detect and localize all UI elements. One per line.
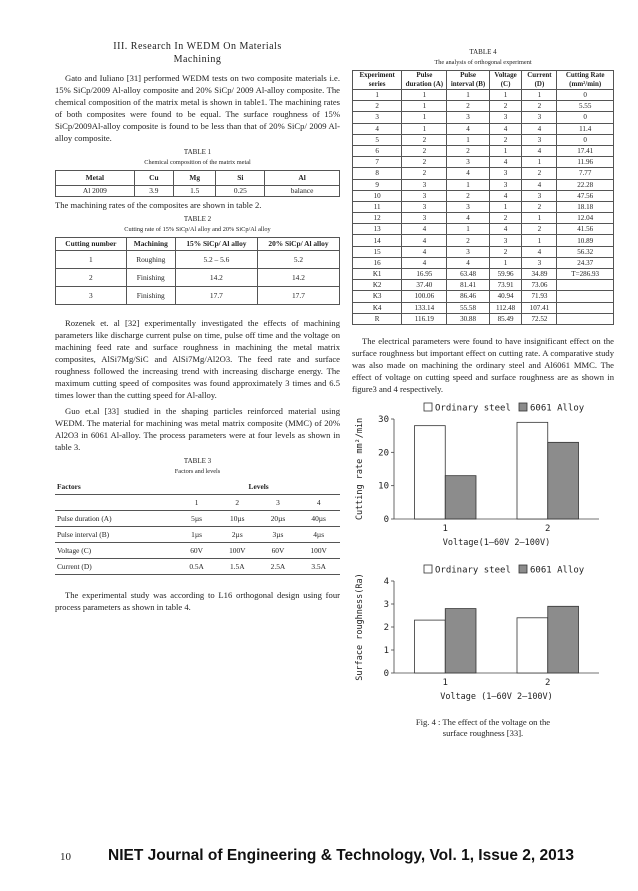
table4-cell: 22.28: [557, 179, 614, 190]
table3-level-header-row: [55, 495, 340, 511]
table3-cell: 100V: [216, 543, 259, 559]
table3-cell: Current (D): [55, 559, 177, 575]
table4-cell: 63.48: [447, 269, 489, 280]
table4-cell: 4: [522, 123, 557, 134]
table4-cell: 3: [402, 213, 447, 224]
legend-swatch: [424, 565, 432, 573]
table4-cell: 2: [447, 235, 489, 246]
table4-cell: [557, 291, 614, 302]
table4-cell: 1: [402, 123, 447, 134]
table-row: [353, 269, 614, 280]
table4-cell: 3: [522, 257, 557, 268]
table4-cell: 8: [353, 168, 402, 179]
legend-label: 6061 Alloy: [530, 565, 585, 576]
table-row: [353, 112, 614, 123]
legend-label: Ordinary steel: [435, 403, 511, 414]
table4-header: Voltage (C): [489, 71, 522, 90]
table4-cell: 2: [522, 224, 557, 235]
table1-header: Metal: [56, 171, 135, 186]
table4-cell: 3: [353, 112, 402, 123]
table4-cell: 17.41: [557, 145, 614, 156]
table4-cell: 1: [402, 112, 447, 123]
table3-cell: 20µs: [259, 511, 298, 527]
table3-level-header: 4: [297, 495, 340, 511]
table4-cell: 2: [489, 213, 522, 224]
table4-cell: 4: [489, 157, 522, 168]
table4-cell: 4: [402, 235, 447, 246]
table4-cell: 3: [402, 179, 447, 190]
table4-cell: 14: [353, 235, 402, 246]
table4-cell: 5.55: [557, 101, 614, 112]
table4-cell: 2: [489, 101, 522, 112]
table4-cell: 4: [522, 179, 557, 190]
table4: [352, 70, 614, 325]
x-axis-label: Voltage (1–60V 2–100V): [440, 691, 553, 702]
table4-cell: 1: [402, 101, 447, 112]
table1-cell: balance: [265, 186, 340, 197]
table3-level-header: 1: [177, 495, 216, 511]
table4-cell: 1: [522, 90, 557, 101]
table2-subtitle: Cutting rate of 15% SiCp/Al alloy and 20% SiCp/Al alloy: [124, 226, 271, 233]
table4-cell: 2: [447, 190, 489, 201]
table1-cell: 0.25: [216, 186, 265, 197]
table4-cell: 2: [353, 101, 402, 112]
table4-cell: 12: [353, 213, 402, 224]
table-row: [55, 559, 340, 575]
paragraph-electrical: The electrical parameters were found to have insignificant effect on the surface roughness but important effect on cutting rate. A comparative study was also made on machining the ordinary steel and Al6061 MMC. The effect of voltage on cutting speed and surface roughness are as shown in figure3 and 4 respectively.: [352, 335, 614, 394]
table3-cell: 4µs: [297, 527, 340, 543]
table3-cell: 60V: [259, 543, 298, 559]
page-footer: [0, 845, 638, 875]
table-row: [353, 213, 614, 224]
table4-cell: 1: [522, 235, 557, 246]
table4-cell: 72.52: [522, 313, 557, 324]
table-row: [353, 201, 614, 212]
table4-cell: 3: [489, 179, 522, 190]
table4-cell: 3: [489, 112, 522, 123]
table3-cell: 0.5A: [177, 559, 216, 575]
table4-cell: 4: [447, 257, 489, 268]
table4-cell: 11.96: [557, 157, 614, 168]
section-title: [55, 40, 340, 66]
table4-cell: 1: [489, 201, 522, 212]
table4-cell: R: [353, 313, 402, 324]
section-title-line1: III. Research In WEDM On Materials: [113, 41, 282, 52]
y-tick-label: 10: [378, 481, 389, 492]
table4-cell: 1: [402, 90, 447, 101]
table1-caption: TABLE 1: [183, 148, 212, 156]
table4-header: Cutting Rate (mm²/min): [557, 71, 614, 90]
table2-cell: 14.2: [175, 269, 257, 287]
table4-cell: 3: [489, 168, 522, 179]
table-row: [56, 251, 340, 269]
table3-cell: 3µs: [259, 527, 298, 543]
table4-caption: TABLE 4: [469, 48, 497, 56]
table4-cell: 3: [447, 201, 489, 212]
y-tick-label: 20: [378, 448, 389, 459]
table-row: [56, 186, 340, 197]
figure4-caption: [352, 717, 614, 739]
table4-cell: 6: [353, 145, 402, 156]
table-row: [353, 190, 614, 201]
x-tick-label: 2: [545, 523, 551, 534]
y-tick-label: 1: [383, 645, 389, 656]
table-row: [353, 313, 614, 324]
table1-header: Al: [265, 171, 340, 186]
table4-subtitle: The analysis of orthogonal experiment: [434, 59, 532, 66]
table-row: [353, 145, 614, 156]
table3-cell: 1µs: [177, 527, 216, 543]
table2-caption: TABLE 2: [183, 215, 212, 223]
table4-cell: 86.46: [447, 291, 489, 302]
table4-cell: 4: [402, 257, 447, 268]
table4-cell: 1: [447, 134, 489, 145]
table4-cell: 1: [522, 157, 557, 168]
y-axis-label: Surface roughness(Ra): [355, 573, 365, 681]
table4-cell: K1: [353, 269, 402, 280]
table4-cell: 3: [522, 190, 557, 201]
table4-cell: 1: [447, 179, 489, 190]
bar: [445, 476, 476, 519]
table4-cell: 7: [353, 157, 402, 168]
table3-cell: 10µs: [216, 511, 259, 527]
x-axis-label: Voltage(1–60V 2–100V): [442, 537, 551, 548]
table2-cell: Roughing: [126, 251, 175, 269]
table-row: [353, 101, 614, 112]
table4-cell: 3: [522, 112, 557, 123]
bar: [445, 609, 476, 673]
table4-header: Experiment series: [353, 71, 402, 90]
table4-cell: 2: [489, 246, 522, 257]
table3-cell: 1.5A: [216, 559, 259, 575]
table1-subtitle: Chemical composition of the matrix metal: [144, 159, 251, 166]
y-tick-label: 0: [383, 668, 389, 679]
table3-levels-label: Levels: [248, 481, 269, 491]
table4-cell: 0: [557, 90, 614, 101]
table4-cell: 1: [489, 145, 522, 156]
table4-cell: 4: [522, 246, 557, 257]
paragraph-guo: Guo et.al [33] studied in the shaping particles reinforced material using WEDM. The material for machining was metal matrix composite (MMC) of 20% Al2O3 in 6061 Al-alloy. The process parameters were at four levels as shown in table 3.: [55, 406, 340, 452]
table4-cell: 1: [447, 224, 489, 235]
table-row: [56, 287, 340, 305]
figure3-svg: [352, 399, 614, 557]
table4-cell: T=286.93: [557, 269, 614, 280]
table1-header: Cu: [134, 171, 173, 186]
table3-cell: 60V: [177, 543, 216, 559]
legend-swatch: [424, 403, 432, 411]
table4-cell: 34.89: [522, 269, 557, 280]
table4-cell: 4: [447, 168, 489, 179]
table4-header: Pulse duration (A): [402, 71, 447, 90]
bar: [415, 426, 446, 519]
table-row: [55, 511, 340, 527]
bar: [548, 442, 579, 519]
table-row: [353, 280, 614, 291]
table-row: [353, 291, 614, 302]
paragraph-rozenek: Rozenek et. al [32] experimentally investigated the effects of machining parameters like discharge current pulse on time, pulse off time and the voltage on machining feed rate and surface roughness in machining the metal matrix composites, AlSi7Mg/SiC and AlSi7Mg/Al2O3. The feed rate and surface roughness followed the increasing trend with increasing discharge energy. The maximum cutting speed of composites was found approximately 3 times and 6.5 times lower than the cutting speed for Al-alloy.: [55, 318, 340, 400]
table4-cell: K2: [353, 280, 402, 291]
table2-cell: 1: [56, 251, 127, 269]
table4-cell: 4: [522, 145, 557, 156]
table4-cell: 3: [447, 157, 489, 168]
table-row: [353, 179, 614, 190]
y-tick-label: 3: [383, 599, 389, 610]
table4-cell: 3: [447, 246, 489, 257]
table4-header: Current (D): [522, 71, 557, 90]
table4-cell: 4: [402, 246, 447, 257]
table-row: [353, 134, 614, 145]
table4-cell: 4: [353, 123, 402, 134]
table3-cell: Pulse duration (A): [55, 511, 177, 527]
bar: [415, 620, 446, 673]
section-title-line2: Machining: [173, 54, 222, 65]
table4-cell: 1: [489, 90, 522, 101]
table-row: [353, 235, 614, 246]
table4-cell: 41.56: [557, 224, 614, 235]
table3-factors-label: Factors: [57, 481, 81, 491]
table4-cell: 47.56: [557, 190, 614, 201]
x-tick-label: 2: [545, 677, 551, 688]
legend-label: Ordinary steel: [435, 565, 511, 576]
table4-cell: 4: [489, 190, 522, 201]
table4-cell: 4: [447, 213, 489, 224]
figure3-chart: [352, 399, 614, 557]
right-column: [352, 48, 614, 739]
table2-cell: 17.7: [257, 287, 339, 305]
table2-cell: 3: [56, 287, 127, 305]
table3-subtitle: Factors and levels: [174, 468, 221, 475]
table4-header-row: [353, 71, 614, 90]
y-tick-label: 4: [383, 576, 389, 587]
table4-cell: 73.06: [522, 280, 557, 291]
table4-cell: 11: [353, 201, 402, 212]
table-row: [353, 168, 614, 179]
table4-cell: 3: [522, 134, 557, 145]
table1-cell: 1.5: [173, 186, 216, 197]
paragraph-l16: The experimental study was according to L16 orthogonal design using four process parameters as shown in table 4.: [55, 590, 340, 612]
table2-cell: 14.2: [257, 269, 339, 287]
table4-cell: 4: [489, 224, 522, 235]
table4-cell: 107.41: [522, 302, 557, 313]
table-row: [353, 224, 614, 235]
table4-cell: 10.89: [557, 235, 614, 246]
table4-cell: [557, 313, 614, 324]
table3-cell: 100V: [297, 543, 340, 559]
table4-cell: 1: [489, 257, 522, 268]
x-tick-label: 1: [442, 677, 448, 688]
y-tick-label: 2: [383, 622, 389, 633]
table-row: [353, 123, 614, 134]
table4-cell: 1: [353, 90, 402, 101]
table4-cell: 13: [353, 224, 402, 235]
table3-cell: 40µs: [297, 511, 340, 527]
table3-blank: [55, 495, 177, 511]
table4-cell: 37.40: [402, 280, 447, 291]
table4-cell: 16: [353, 257, 402, 268]
table-row: [55, 543, 340, 559]
table3-level-header: 3: [259, 495, 298, 511]
table4-cell: 16.95: [402, 269, 447, 280]
page-number: 10: [60, 851, 71, 863]
table4-cell: 24.37: [557, 257, 614, 268]
legend-swatch: [519, 403, 527, 411]
table-row: [353, 157, 614, 168]
legend-swatch: [519, 565, 527, 573]
table4-cell: 81.41: [447, 280, 489, 291]
table4-cell: [557, 302, 614, 313]
table1-header-row: [56, 171, 340, 186]
table4-cell: 2: [402, 157, 447, 168]
paragraph-gato: Gato and Iuliano [31] performed WEDM tests on two composite materials i.e. 15% SiCp/2009 Al-alloy composite and 20% SiCp/ 2009 Al-alloy composite. The chemical composition of the matrix metal is shown in table1. The machining rates of both composites were found to be equal. The surface roughness of 15% SiCp/2009Al-alloy composite is found to be less than that of 20% SiCp/ 2009 Al-alloy composite.: [55, 73, 340, 143]
table4-cell: 100.06: [402, 291, 447, 302]
table2-cell: 2: [56, 269, 127, 287]
table4-cell: 1: [522, 213, 557, 224]
figure4-caption-line2: surface roughness [33].: [442, 727, 524, 738]
table3-cell: 2µs: [216, 527, 259, 543]
table4-cell: 1: [447, 90, 489, 101]
chart-legend: [424, 565, 585, 576]
table-row: [353, 302, 614, 313]
table4-cell: 3: [402, 190, 447, 201]
figure4-caption-line1: Fig. 4 : The effect of the voltage on the: [415, 716, 551, 727]
table2-header-row: [56, 238, 340, 251]
table2-cell: 17.7: [175, 287, 257, 305]
table4-cell: 59.96: [489, 269, 522, 280]
table4-cell: 2: [522, 101, 557, 112]
table3-caption: TABLE 3: [183, 457, 212, 465]
table4-cell: K4: [353, 302, 402, 313]
table-row: [353, 246, 614, 257]
table4-body: [353, 90, 614, 325]
table2-header: 20% SiCp/ Al alloy: [257, 238, 339, 251]
table4-cell: 133.14: [402, 302, 447, 313]
table4-cell: 11.4: [557, 123, 614, 134]
legend-label: 6061 Alloy: [530, 403, 585, 414]
table4-cell: 71.93: [522, 291, 557, 302]
table4-header: Pulse interval (B): [447, 71, 489, 90]
table1-header: Mg: [173, 171, 216, 186]
table4-cell: 73.91: [489, 280, 522, 291]
table4-cell: 2: [489, 134, 522, 145]
table4-cell: 40.94: [489, 291, 522, 302]
table4-cell: 2: [447, 101, 489, 112]
table1-header: Si: [216, 171, 265, 186]
table2-cell: 5.2 – 5.6: [175, 251, 257, 269]
y-axis-label: Cutting rate mm²/min: [355, 417, 365, 521]
table4-cell: 2: [402, 134, 447, 145]
table2-cell: 5.2: [257, 251, 339, 269]
x-tick-label: 1: [442, 523, 448, 534]
table-row: [56, 269, 340, 287]
table4-cell: 2: [402, 168, 447, 179]
table4-cell: 85.49: [489, 313, 522, 324]
journal-title: NIET Journal of Engineering & Technology, Vol. 1, Issue 2, 2013: [108, 847, 574, 864]
bar: [517, 422, 548, 519]
table4-cell: [557, 280, 614, 291]
table4-cell: 4: [402, 224, 447, 235]
table4-cell: 112.48: [489, 302, 522, 313]
table1-cell: 3.9: [134, 186, 173, 197]
table3-cell: Voltage (C): [55, 543, 177, 559]
table4-cell: 4: [447, 123, 489, 134]
table1: [55, 170, 340, 197]
table-row: [353, 90, 614, 101]
bar: [548, 606, 579, 673]
table4-cell: 3: [402, 201, 447, 212]
paragraph-table2-intro: The machining rates of the composites are shown in table 2.: [55, 200, 262, 210]
table4-cell: 3: [447, 112, 489, 123]
table2: [55, 237, 340, 305]
table2-header: 15% SiCp/ Al alloy: [175, 238, 257, 251]
table3-cell: 5µs: [177, 511, 216, 527]
table4-cell: 4: [489, 123, 522, 134]
table-row: [353, 257, 614, 268]
table-row: [55, 527, 340, 543]
table4-cell: 56.32: [557, 246, 614, 257]
table4-cell: 2: [522, 201, 557, 212]
table1-cell: Al 2009: [56, 186, 135, 197]
table2-cell: Finishing: [126, 287, 175, 305]
table3-cell: 3.5A: [297, 559, 340, 575]
table2-cell: Finishing: [126, 269, 175, 287]
y-tick-label: 0: [383, 514, 389, 525]
table4-cell: 15: [353, 246, 402, 257]
table3-cell: Pulse interval (B): [55, 527, 177, 543]
table4-cell: 2: [402, 145, 447, 156]
table4-cell: 3: [489, 235, 522, 246]
table3-levels-row: [55, 479, 340, 495]
table4-cell: 18.18: [557, 201, 614, 212]
table4-cell: 9: [353, 179, 402, 190]
table4-cell: 10: [353, 190, 402, 201]
left-column: [55, 40, 340, 617]
y-tick-label: 30: [378, 414, 389, 425]
table3-level-header: 2: [216, 495, 259, 511]
table2-header: Cutting number: [56, 238, 127, 251]
table4-cell: 116.19: [402, 313, 447, 324]
chart-legend: [424, 403, 585, 414]
table4-cell: 0: [557, 112, 614, 123]
table4-cell: 55.58: [447, 302, 489, 313]
table4-cell: K3: [353, 291, 402, 302]
table2-header: Machining: [126, 238, 175, 251]
table4-cell: 12.04: [557, 213, 614, 224]
figure4-svg: [352, 561, 614, 711]
figure4-chart: [352, 561, 614, 711]
table4-cell: 5: [353, 134, 402, 145]
table4-cell: 2: [447, 145, 489, 156]
bar: [517, 618, 548, 673]
table4-cell: 0: [557, 134, 614, 145]
table3-cell: 2.5A: [259, 559, 298, 575]
table3: [55, 479, 340, 575]
table4-cell: 30.88: [447, 313, 489, 324]
table4-cell: 7.77: [557, 168, 614, 179]
table4-cell: 2: [522, 168, 557, 179]
